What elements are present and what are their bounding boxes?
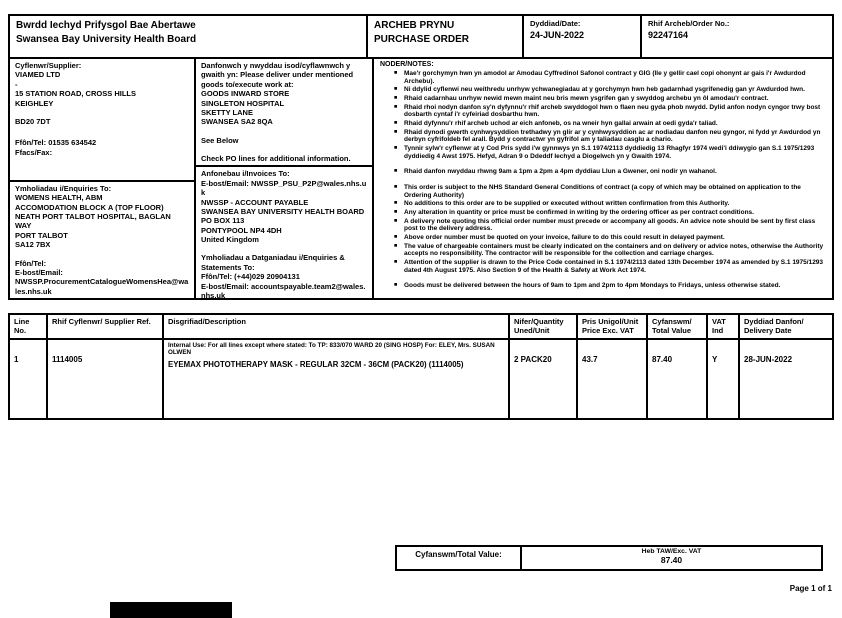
bullet-icon: ■: [394, 200, 398, 207]
page-indicator: Page 1 of 1: [789, 584, 832, 593]
org-name-english: Swansea Bay University Health Board: [16, 33, 197, 45]
note-item: ■ Mae'r gorchymyn hwn yn amodol ar Amodau Cyffredinol Safonol contract y GIG (lle y gellir cael copi ohonynt ar gais i'r Awdurdod Archebu).: [394, 70, 806, 85]
bullet-icon: ■: [394, 217, 398, 224]
totals-box: [395, 545, 823, 571]
col-header-total-value: Cyfanswm/ Total Value: [648, 315, 708, 338]
redaction-bar: [110, 602, 232, 618]
invoices-box: [196, 167, 372, 302]
bullet-icon: ■: [394, 242, 398, 249]
po-title: [368, 16, 524, 57]
invoices-line: United Kingdom: [201, 235, 259, 244]
check-po-lines-note: Check PO lines for additional information.: [201, 154, 351, 163]
cell-line-no: 1: [10, 340, 48, 418]
notes-box: [374, 59, 832, 298]
supplier-tel-value: 01535 634542: [48, 138, 97, 148]
exc-vat-label: Heb TAW/Exc. VAT: [641, 548, 702, 555]
bullet-icon: ■: [394, 103, 398, 110]
po-number-label: Rhif Archeb/Order No.:: [648, 19, 730, 28]
org-name-welsh: Bwrdd Iechyd Prifysgol Bae Abertawe: [16, 20, 196, 31]
deliver-to-line: GOODS INWARD STORE: [201, 89, 290, 99]
supplier-line: 15 STATION ROAD, CROSS HILLS: [15, 89, 136, 99]
bullet-icon: ■: [394, 282, 398, 289]
po-number-value: 92247164: [648, 30, 689, 40]
cell-vat-ind: Y: [708, 340, 740, 418]
enquiries-box: [10, 182, 194, 298]
note-item: ■ Above order number must be quoted on your invoice, failure to do this could result in delayed payment.: [394, 234, 725, 241]
bullet-icon: ■: [394, 70, 398, 76]
supplier-line: -: [15, 79, 18, 89]
note-item: ■ Rhaid rhoi nodyn danfon sy'n dyfynnu'r rhif archeb swyddogol hwn o flaen neu gyda phob nwydd. Dylid anfon nodyn cyngor trwy bost dosbarth cyntaf i'r cyfeiriad dosbarthu hwn.: [394, 103, 821, 119]
po-date: [524, 16, 642, 57]
cell-supplier-ref: 1114005: [48, 340, 164, 418]
po-header-row: [10, 16, 832, 59]
statements-label: Ymholiadau a Datganiadau i/Enquiries & Statements To:: [201, 253, 345, 272]
enquiries-line: WOMENS HEALTH, ABM: [15, 193, 103, 203]
enquiries-email-value: NWSSP.ProcurementCatalogueWomensHea@wales.nhs.uk: [15, 277, 189, 296]
note-item: ■ Rhaid cadarnhau unrhyw newid mewn maint neu bris mewn ysgrifen gan y swyddog archebu yn ôl amodau'r contract.: [394, 95, 769, 102]
invoices-line: PONTYPOOL NP4 4DH: [201, 225, 282, 235]
note-item: ■ Rhaid dyfynnu'r rhif archeb uchod ar eich anfoneb, os na wneir hyn gallai arwain at oedi gyda'r taliad.: [394, 120, 718, 127]
invoices-tel-line: Ffôn/Tel: (+44)029 20904131: [201, 272, 300, 282]
supplier-box: [10, 59, 194, 182]
invoices-email2-line: E-bost/Email: accountspayable.team2@wales.nhs.uk: [201, 281, 366, 300]
org-name: [10, 16, 368, 57]
supplier-tel-label: Ffôn/Tel:: [15, 138, 47, 148]
note-item: ■ Rhaid dynodi gwerth cynhwysyddion trethadwy yn glir ar y cynhwysyddion ac ar nodiadau danfon neu gyngor, ni fydd yr Awdurdod yn derbyn cyfrifoldeb fel arall. Bydd y contractwr yn gyfrifol am y taliadau casglu a chario.: [394, 128, 821, 144]
po-number: [642, 16, 832, 57]
po-date-label: Dyddiad/Date:: [530, 19, 581, 28]
enquiries-line: PORT TALBOT: [15, 230, 68, 240]
bullet-icon: ■: [394, 120, 398, 126]
deliver-to-line: SWANSEA SA2 8QA: [201, 117, 273, 127]
cell-description: [164, 340, 510, 418]
col-header-unit-price: Pris Unigol/Unit Price Exc. VAT: [578, 315, 648, 338]
supplier-postcode: BD20 7DT: [15, 116, 51, 126]
bullet-icon: ■: [394, 145, 398, 151]
enquiries-email-label: E-bost/Email:: [15, 267, 63, 277]
po-title-english: PURCHASE ORDER: [374, 33, 470, 45]
note-item: ■ Tynnir sylw'r cyflenwr at y Cod Pris sydd i'w gynnwys yn S.1 1974/2113 dyddiedig 13 Rhagfyr 1974 wedi'i ddiwygio gan S.1 1975/1293 dyddiedig 4 Awst 1975. Hefyd, Adran 9 o Ddeddf Iechyd a Diogelwch yn y Gwaith 1974.: [394, 145, 815, 160]
middle-column: [196, 59, 374, 298]
col-header-line-no: Line No.: [10, 315, 48, 338]
enquiries-tel-label: Ffôn/Tel:: [15, 258, 47, 268]
note-item: ■ Rhaid danfon nwyddau rhwng 9am a 1pm a 2pm a 4pm dyddiau Llun a Gwener, oni nodir yn wahanol.: [394, 168, 717, 176]
table-header-row: [10, 315, 832, 340]
invoices-email-line: E-bost/Email: NWSSP_PSU_P2P@wales.nhs.uk: [201, 178, 367, 198]
supplier-fax-label: Ffacs/Fax:: [15, 147, 53, 157]
col-header-supplier-ref: Rhif Cyflenwr/ Supplier Ref.: [48, 315, 164, 338]
note-item: ■ Any alteration in quantity or price must be confirmed in writing by the ordering officer as per contract conditions.: [394, 209, 754, 216]
invoices-line: PO BOX 113: [201, 216, 245, 226]
col-header-quantity: Nifer/Quantity Uned/Unit: [510, 315, 578, 338]
po-top-block: [8, 14, 834, 300]
note-item: ■ The value of chargeable containers must be clearly indicated on the containers and on delivery or advice notes, otherwise the Authority accepts no responsibility. The contractor will be responsible for the collection and carriage charges.: [394, 242, 824, 258]
invoices-label: Anfonebau i/Invoices To:: [201, 169, 290, 179]
col-header-delivery-date: Dyddiad Danfon/ Delivery Date: [744, 317, 804, 336]
cell-total-value: 87.40: [648, 340, 708, 418]
deliver-to-line: SINGLETON HOSPITAL: [201, 98, 285, 108]
supplier-name: VIAMED LTD: [15, 70, 61, 80]
invoices-line: NWSSP - ACCOUNT PAYABLE: [201, 197, 309, 207]
po-title-welsh: ARCHEB PRYNU: [374, 20, 455, 31]
bullet-icon: ■: [394, 234, 398, 240]
note-item: ■ Goods must be delivered between the hours of 9am to 1pm and 2pm to 4pm Mondays to Fridays, unless otherwise stated.: [394, 282, 781, 290]
cell-delivery-date: 28-JUN-2022: [744, 354, 793, 364]
supplier-label: Cyflenwr/Supplier:: [15, 61, 82, 70]
note-item: ■ A delivery note quoting this official order number must precede or accompany all goods. An advice note should be sent by first class post to the delivery address.: [394, 217, 816, 233]
description-internal-use: Internal Use: For all lines except where stated: To TP: 833/070 WARD 20 (SING HOSP) For: ELEY, Mrs. SUSAN OLWEN: [168, 341, 495, 357]
table-row: [10, 340, 832, 418]
col-header-vat-ind: VAT Ind: [708, 315, 740, 338]
totals-label: Cyfanswm/Total Value:: [397, 547, 522, 569]
deliver-to-label: Danfonwch y nwyddau isod/cyflawnwch y gwaith yn: Please deliver under mentioned goods to/execute work at:: [201, 61, 354, 89]
cell-quantity: 2 PACK20: [510, 340, 578, 418]
enquiries-line: NEATH PORT TALBOT HOSPITAL, BAGLAN WAY: [15, 212, 171, 231]
note-item: ■ This order is subject to the NHS Standard General Conditions of contract (a copy of which may be obtained on application to the Ordering Authority): [394, 184, 801, 199]
bullet-icon: ■: [394, 184, 398, 190]
bullet-icon: ■: [394, 128, 398, 135]
line-items-table: [8, 313, 834, 420]
bullet-icon: ■: [394, 168, 398, 175]
bullet-icon: ■: [394, 95, 398, 101]
left-column: [10, 59, 196, 298]
total-exc-vat-value: 87.40: [660, 555, 683, 565]
totals-value: [522, 547, 821, 569]
deliver-to-line: SKETTY LANE: [201, 107, 253, 117]
notes-label: NODER/NOTES:: [380, 61, 434, 68]
bullet-icon: ■: [394, 209, 398, 215]
col-header-description: Disgrifiad/Description: [164, 315, 510, 338]
see-below-text: See Below: [201, 135, 239, 145]
cell-unit-price: 43.7: [578, 340, 648, 418]
enquiries-line: SA12 7BX: [15, 240, 51, 250]
note-item: ■ Attention of the supplier is drawn to the Price Code contained in S.1 1974/2113 dated 13th December 1974 as amended by S.1 1975/1293 dated 4th August 1975. Also Section 9 of the Health & Safety at Work Act 1974.: [394, 259, 824, 274]
note-item: ■ Ni ddylid cyflenwi neu weithredu unrhyw ychwanegiadau at y gorchymyn hwn heb gadarnhad ysgrifenedig gan yr Awdurdod hwn.: [394, 86, 805, 94]
supplier-tel: [15, 138, 189, 147]
deliver-to-box: [196, 59, 372, 167]
invoices-line: SWANSEA BAY UNIVERSITY HEALTH BOARD: [201, 206, 365, 216]
bullet-icon: ■: [394, 86, 398, 93]
enquiries-label: Ymholiadau i/Enquiries To:: [15, 183, 112, 193]
description-product: EYEMAX PHOTOTHERAPY MASK - REGULAR 32CM - 36CM (PACK20) (1114005): [168, 359, 464, 369]
supplier-line: KEIGHLEY: [15, 98, 54, 108]
po-date-value: 24-JUN-2022: [530, 30, 585, 40]
bullet-icon: ■: [394, 259, 398, 265]
note-item: ■ No additions to this order are to be supplied or executed without written confirmation from this Authority.: [394, 200, 730, 208]
enquiries-line: ACCOMODATION BLOCK A (TOP FLOOR): [15, 202, 164, 212]
